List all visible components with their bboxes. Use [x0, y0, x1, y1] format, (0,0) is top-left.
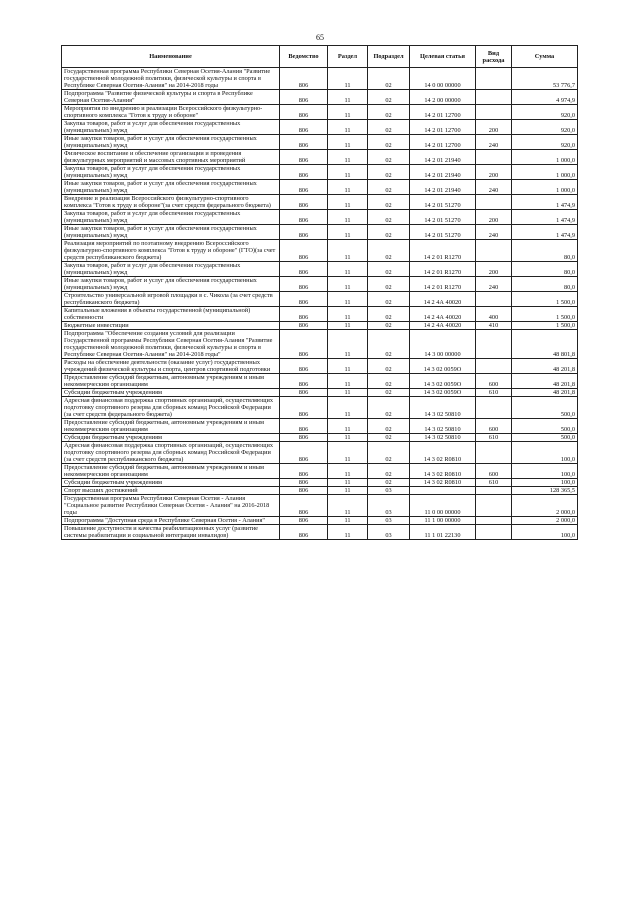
cell-target-item: 14 2 00 00000: [410, 90, 476, 105]
cell-amount: 920,0: [512, 120, 578, 135]
cell-name: Внедрение и реализация Всероссийского физкультурно-спортивного комплекса "Готов к труду и обороне"(за счет средств федерального бюджета): [62, 195, 280, 210]
cell-target-item: 14 2 01 12700: [410, 105, 476, 120]
cell-expense-type: [476, 525, 512, 540]
cell-target-item: 14 3 02 0059О: [410, 374, 476, 389]
cell-section: 11: [328, 277, 368, 292]
cell-amount: 1 474,9: [512, 195, 578, 210]
cell-subsection: 02: [368, 210, 410, 225]
cell-section: 11: [328, 434, 368, 442]
cell-target-item: 11 1 00 00000: [410, 517, 476, 525]
cell-department: 806: [280, 389, 328, 397]
cell-name: Субсидии бюджетным учреждениям: [62, 479, 280, 487]
cell-expense-type: [476, 240, 512, 262]
cell-subsection: 02: [368, 195, 410, 210]
table-row: [62, 330, 578, 359]
cell-expense-type: 240: [476, 135, 512, 150]
cell-expense-type: 610: [476, 389, 512, 397]
cell-expense-type: [476, 487, 512, 495]
cell-section: 11: [328, 330, 368, 359]
cell-department: 806: [280, 374, 328, 389]
cell-target-item: 14 2 01 51270: [410, 195, 476, 210]
header-amount: Сумма: [512, 46, 578, 68]
page-number: 65: [316, 33, 324, 42]
cell-amount: 1 500,0: [512, 307, 578, 322]
cell-amount: 1 000,0: [512, 150, 578, 165]
cell-section: 11: [328, 210, 368, 225]
table-row: [62, 240, 578, 262]
cell-section: 11: [328, 105, 368, 120]
cell-name: Строительство универсальной игровой площадки в с. Чикола (за счет средств республиканского бюджета): [62, 292, 280, 307]
table-row: [62, 165, 578, 180]
cell-amount: 48 201,8: [512, 374, 578, 389]
cell-expense-type: 200: [476, 165, 512, 180]
cell-expense-type: 600: [476, 419, 512, 434]
cell-expense-type: 600: [476, 374, 512, 389]
cell-department: 806: [280, 434, 328, 442]
cell-name: Субсидии бюджетным учреждениям: [62, 389, 280, 397]
cell-name: Закупка товаров, работ и услуг для обеспечения государственных (муниципальных) нужд: [62, 210, 280, 225]
header-department: Ведомство: [280, 46, 328, 68]
cell-amount: 1 474,9: [512, 210, 578, 225]
cell-expense-type: [476, 292, 512, 307]
table-row: [62, 397, 578, 419]
cell-department: 806: [280, 307, 328, 322]
cell-subsection: 03: [368, 487, 410, 495]
cell-name: Закупка товаров, работ и услуг для обеспечения государственных (муниципальных) нужд: [62, 120, 280, 135]
cell-expense-type: [476, 195, 512, 210]
cell-department: 806: [280, 397, 328, 419]
cell-expense-type: [476, 397, 512, 419]
cell-expense-type: [476, 442, 512, 464]
cell-target-item: 14 2 4А 40020: [410, 322, 476, 330]
cell-target-item: 14 2 01 51270: [410, 210, 476, 225]
table-row: [62, 307, 578, 322]
cell-name: Адресная финансовая поддержка спортивных организаций, осуществляющих подготовку спортивного резерва для сборных команд Российской Федерации (за счет средств республиканского бюджета): [62, 442, 280, 464]
cell-target-item: 14 2 01 21940: [410, 180, 476, 195]
cell-section: 11: [328, 195, 368, 210]
cell-section: 11: [328, 464, 368, 479]
cell-target-item: 14 0 00 00000: [410, 68, 476, 90]
cell-name: Реализация мероприятий по поэтапному внедрению Всероссийского физкультурно-спортивного комплекса "Готов к труду и обороне" (ГТО)(за счет средств республиканского бюджета): [62, 240, 280, 262]
cell-expense-type: [476, 90, 512, 105]
cell-name: Подпрограмма "Обеспечение создания условий для реализации Государственной программы Республики Северная Осетия-Алания "Развитие государственной молодежной политики, физической культуры и спорта в Республике Северная Осетия-Алания" на 2014-2018 годы": [62, 330, 280, 359]
cell-amount: 53 776,7: [512, 68, 578, 90]
cell-target-item: 14 3 02 R0810: [410, 464, 476, 479]
cell-expense-type: [476, 150, 512, 165]
cell-expense-type: 410: [476, 322, 512, 330]
table-row: [62, 517, 578, 525]
cell-department: 806: [280, 195, 328, 210]
table-row: [62, 105, 578, 120]
table-row: [62, 277, 578, 292]
cell-target-item: 14 2 01 12700: [410, 120, 476, 135]
cell-target-item: 14 2 01 R1270: [410, 240, 476, 262]
table-row: [62, 195, 578, 210]
cell-target-item: 14 2 01 12700: [410, 135, 476, 150]
cell-expense-type: 240: [476, 180, 512, 195]
cell-section: 11: [328, 180, 368, 195]
cell-target-item: 14 3 02 0059О: [410, 359, 476, 374]
cell-department: 806: [280, 165, 328, 180]
cell-name: Иные закупки товаров, работ и услуг для обеспечения государственных (муниципальных) нужд: [62, 135, 280, 150]
cell-name: Предоставление субсидий бюджетным, автономным учреждениям и иным некоммерческим организациям: [62, 374, 280, 389]
table-row: [62, 464, 578, 479]
cell-department: 806: [280, 487, 328, 495]
cell-target-item: 14 3 02 0059О: [410, 389, 476, 397]
cell-department: 806: [280, 120, 328, 135]
cell-department: 806: [280, 225, 328, 240]
cell-subsection: 02: [368, 180, 410, 195]
cell-target-item: 14 2 01 R1270: [410, 262, 476, 277]
cell-amount: 1 500,0: [512, 292, 578, 307]
cell-target-item: 14 2 01 51270: [410, 225, 476, 240]
cell-expense-type: [476, 330, 512, 359]
cell-expense-type: 610: [476, 434, 512, 442]
cell-amount: 1 000,0: [512, 165, 578, 180]
header-section: Раздел: [328, 46, 368, 68]
cell-department: 806: [280, 68, 328, 90]
table-row: [62, 495, 578, 517]
cell-expense-type: [476, 359, 512, 374]
cell-section: 11: [328, 517, 368, 525]
cell-target-item: 14 2 4А 40020: [410, 292, 476, 307]
cell-section: 11: [328, 225, 368, 240]
cell-name: Физическое воспитание и обеспечение организации и проведения физкультурных мероприятий и массовых спортивных мероприятий: [62, 150, 280, 165]
cell-department: 806: [280, 292, 328, 307]
cell-subsection: 02: [368, 322, 410, 330]
cell-amount: 500,0: [512, 397, 578, 419]
cell-subsection: 02: [368, 330, 410, 359]
table-row: [62, 68, 578, 90]
cell-name: Государственная программа Республики Северная Осетия-Алания "Развитие государственной молодежной политики, физической культуры и спорта в Республике Северная Осетия-Алания" на 2014-2018 годы: [62, 68, 280, 90]
cell-subsection: 02: [368, 479, 410, 487]
cell-expense-type: [476, 68, 512, 90]
cell-amount: 920,0: [512, 135, 578, 150]
cell-section: 11: [328, 240, 368, 262]
cell-name: Иные закупки товаров, работ и услуг для обеспечения государственных (муниципальных) нужд: [62, 180, 280, 195]
cell-expense-type: [476, 105, 512, 120]
cell-expense-type: 400: [476, 307, 512, 322]
cell-amount: 1 500,0: [512, 322, 578, 330]
cell-expense-type: [476, 517, 512, 525]
cell-section: 11: [328, 495, 368, 517]
cell-name: Предоставление субсидий бюджетным, автономным учреждениям и иным некоммерческим организациям: [62, 464, 280, 479]
cell-target-item: 14 2 01 R1270: [410, 277, 476, 292]
cell-subsection: 02: [368, 292, 410, 307]
cell-name: Расходы на обеспечение деятельности (оказание услуг) государственных учреждений физической культуры и спорта, центров спортивной подготовки: [62, 359, 280, 374]
cell-subsection: 03: [368, 525, 410, 540]
cell-department: 806: [280, 330, 328, 359]
table-row: [62, 525, 578, 540]
cell-department: 806: [280, 495, 328, 517]
cell-subsection: 02: [368, 434, 410, 442]
cell-amount: 100,0: [512, 479, 578, 487]
cell-amount: 1 474,9: [512, 225, 578, 240]
cell-department: 806: [280, 442, 328, 464]
cell-amount: 2 000,0: [512, 517, 578, 525]
cell-department: 806: [280, 135, 328, 150]
table-row: [62, 292, 578, 307]
cell-department: 806: [280, 262, 328, 277]
cell-subsection: 02: [368, 105, 410, 120]
cell-amount: 2 000,0: [512, 495, 578, 517]
cell-amount: 80,0: [512, 262, 578, 277]
header-target-item: Целевая статья: [410, 46, 476, 68]
cell-name: Спорт высших достижений: [62, 487, 280, 495]
cell-subsection: 02: [368, 442, 410, 464]
cell-department: 806: [280, 240, 328, 262]
cell-department: 806: [280, 359, 328, 374]
table-row: [62, 150, 578, 165]
cell-section: 11: [328, 120, 368, 135]
cell-department: 806: [280, 180, 328, 195]
table-row: [62, 374, 578, 389]
cell-target-item: 14 2 01 21940: [410, 150, 476, 165]
cell-expense-type: 200: [476, 210, 512, 225]
cell-amount: 500,0: [512, 434, 578, 442]
cell-subsection: 02: [368, 277, 410, 292]
cell-target-item: 14 3 00 00000: [410, 330, 476, 359]
cell-expense-type: 610: [476, 479, 512, 487]
cell-name: Подпрограмма "Доступная среда в Республике Северная Осетия - Алания": [62, 517, 280, 525]
cell-name: Мероприятия по внедрению и реализации Всероссийского физкультурно-спортивного комплекса "Готов к труду и обороне": [62, 105, 280, 120]
cell-expense-type: [476, 495, 512, 517]
cell-department: 806: [280, 90, 328, 105]
table-row: [62, 419, 578, 434]
budget-table: [61, 45, 578, 540]
cell-expense-type: 600: [476, 464, 512, 479]
cell-expense-type: 240: [476, 277, 512, 292]
header-expense-type: Вид расхода: [476, 46, 512, 68]
header-name: Наименование: [62, 46, 280, 68]
cell-subsection: 03: [368, 517, 410, 525]
cell-name: Субсидии бюджетным учреждениям: [62, 434, 280, 442]
table-row: [62, 90, 578, 105]
cell-subsection: 02: [368, 165, 410, 180]
cell-section: 11: [328, 322, 368, 330]
table-row: [62, 225, 578, 240]
table-row: [62, 487, 578, 495]
cell-target-item: [410, 487, 476, 495]
cell-name: Адресная финансовая поддержка спортивных организаций, осуществляющих подготовку спортивного резерва для сборных команд Российской Федерации (за счет средств федерального бюджета): [62, 397, 280, 419]
cell-section: 11: [328, 389, 368, 397]
cell-department: 806: [280, 517, 328, 525]
cell-subsection: 02: [368, 262, 410, 277]
cell-name: Закупка товаров, работ и услуг для обеспечения государственных (муниципальных) нужд: [62, 165, 280, 180]
cell-subsection: 02: [368, 90, 410, 105]
table-row: [62, 434, 578, 442]
cell-amount: 48 201,8: [512, 359, 578, 374]
cell-section: 11: [328, 442, 368, 464]
table-row: [62, 120, 578, 135]
cell-subsection: 02: [368, 225, 410, 240]
cell-department: 806: [280, 322, 328, 330]
cell-name: Бюджетные инвестиции: [62, 322, 280, 330]
cell-target-item: 14 3 02 50810: [410, 419, 476, 434]
cell-section: 11: [328, 292, 368, 307]
cell-amount: 100,0: [512, 525, 578, 540]
cell-target-item: 14 2 01 21940: [410, 165, 476, 180]
cell-amount: 48 201,8: [512, 389, 578, 397]
cell-department: 806: [280, 210, 328, 225]
table-row: [62, 322, 578, 330]
cell-target-item: 14 3 02 50810: [410, 434, 476, 442]
table-row: [62, 442, 578, 464]
table-header-row: [62, 46, 578, 68]
cell-subsection: 02: [368, 240, 410, 262]
cell-subsection: 02: [368, 397, 410, 419]
table-row: [62, 479, 578, 487]
cell-department: 806: [280, 105, 328, 120]
cell-subsection: 02: [368, 374, 410, 389]
cell-amount: 920,0: [512, 105, 578, 120]
cell-expense-type: 200: [476, 262, 512, 277]
cell-amount: 100,0: [512, 442, 578, 464]
cell-amount: 48 801,8: [512, 330, 578, 359]
cell-amount: 1 000,0: [512, 180, 578, 195]
cell-section: 11: [328, 165, 368, 180]
cell-amount: 500,0: [512, 419, 578, 434]
cell-amount: 80,0: [512, 277, 578, 292]
cell-subsection: 02: [368, 359, 410, 374]
cell-department: 806: [280, 150, 328, 165]
cell-amount: 128 365,5: [512, 487, 578, 495]
cell-target-item: 14 3 02 R0810: [410, 442, 476, 464]
cell-section: 11: [328, 68, 368, 90]
cell-section: 11: [328, 397, 368, 419]
cell-department: 806: [280, 277, 328, 292]
cell-name: Подпрограмма "Развитие физической культуры и спорта в Республике Северная Осетия-Алания": [62, 90, 280, 105]
cell-section: 11: [328, 419, 368, 434]
cell-amount: 80,0: [512, 240, 578, 262]
cell-target-item: 14 3 02 50810: [410, 397, 476, 419]
cell-subsection: 02: [368, 120, 410, 135]
cell-section: 11: [328, 307, 368, 322]
table-row: [62, 359, 578, 374]
cell-section: 11: [328, 135, 368, 150]
cell-section: 11: [328, 262, 368, 277]
cell-section: 11: [328, 150, 368, 165]
cell-target-item: 11 0 00 00000: [410, 495, 476, 517]
table-row: [62, 262, 578, 277]
cell-target-item: 14 2 4А 40020: [410, 307, 476, 322]
cell-subsection: 02: [368, 389, 410, 397]
cell-department: 806: [280, 464, 328, 479]
cell-amount: 4 974,9: [512, 90, 578, 105]
cell-subsection: 02: [368, 150, 410, 165]
cell-amount: 100,0: [512, 464, 578, 479]
cell-subsection: 02: [368, 464, 410, 479]
cell-subsection: 02: [368, 68, 410, 90]
cell-section: 11: [328, 487, 368, 495]
cell-expense-type: 200: [476, 120, 512, 135]
cell-name: Повышение доступности и качества реабилитационных услуг (развитие системы реабилитации и социальной интеграции инвалидов): [62, 525, 280, 540]
cell-subsection: 02: [368, 307, 410, 322]
cell-name: Капитальные вложения в объекты государственной (муниципальной) собственности: [62, 307, 280, 322]
table-row: [62, 210, 578, 225]
table-row: [62, 389, 578, 397]
cell-name: Предоставление субсидий бюджетным, автономным учреждениям и иным некоммерческим организациям: [62, 419, 280, 434]
cell-subsection: 02: [368, 135, 410, 150]
cell-department: 806: [280, 419, 328, 434]
table-row: [62, 180, 578, 195]
cell-subsection: 02: [368, 419, 410, 434]
cell-section: 11: [328, 374, 368, 389]
cell-target-item: 14 3 02 R0810: [410, 479, 476, 487]
cell-expense-type: 240: [476, 225, 512, 240]
cell-name: Государственная программа Республики Северная Осетия - Алания "Социальное развитие Республики Северная Осетия - Алания" на 2016-2018 годы: [62, 495, 280, 517]
table-row: [62, 135, 578, 150]
cell-section: 11: [328, 525, 368, 540]
cell-section: 11: [328, 359, 368, 374]
cell-section: 11: [328, 479, 368, 487]
cell-name: Иные закупки товаров, работ и услуг для обеспечения государственных (муниципальных) нужд: [62, 277, 280, 292]
cell-target-item: 11 1 01 22130: [410, 525, 476, 540]
cell-department: 806: [280, 525, 328, 540]
cell-department: 806: [280, 479, 328, 487]
header-subsection: Подраздел: [368, 46, 410, 68]
cell-section: 11: [328, 90, 368, 105]
cell-name: Закупка товаров, работ и услуг для обеспечения государственных (муниципальных) нужд: [62, 262, 280, 277]
cell-subsection: 03: [368, 495, 410, 517]
cell-name: Иные закупки товаров, работ и услуг для обеспечения государственных (муниципальных) нужд: [62, 225, 280, 240]
